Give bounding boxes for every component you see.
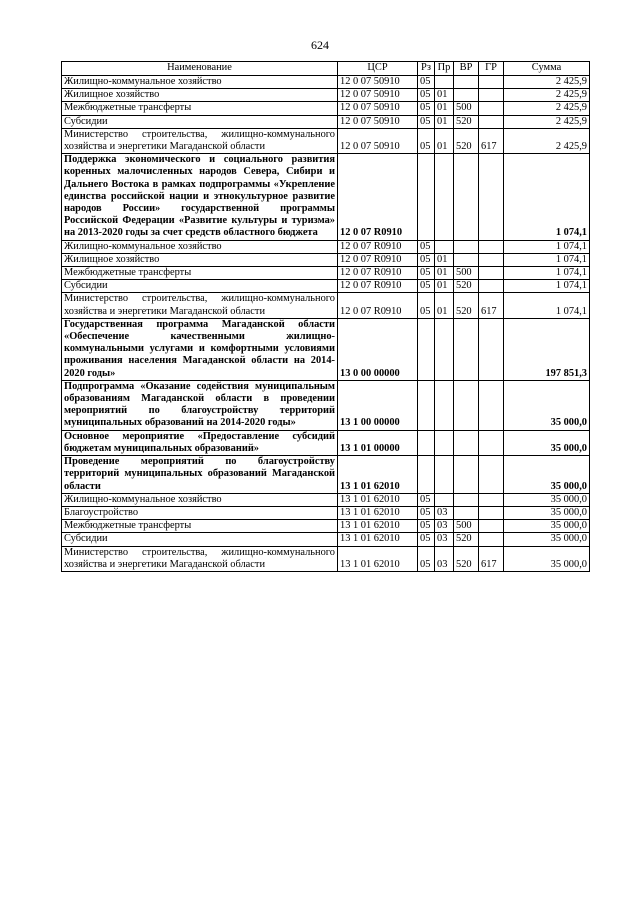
row-sum-cell: 2 425,9 [504,102,590,115]
row-rz-cell [418,380,435,430]
row-rz-cell: 05 [418,293,435,318]
row-sum-cell: 1 074,1 [504,267,590,280]
row-pr-cell: 01 [435,89,454,102]
row-rz-cell [418,430,435,455]
row-pr-cell: 03 [435,546,454,571]
row-sum-cell: 35 000,0 [504,380,590,430]
row-pr-cell: 01 [435,293,454,318]
row-csr-cell: 12 0 07 R0910 [338,280,418,293]
row-name-cell: Межбюджетные трансферты [62,520,338,533]
row-vr-cell: 520 [454,128,479,153]
table-row [62,318,590,380]
row-pr-cell: 01 [435,253,454,266]
row-vr-cell: 520 [454,293,479,318]
row-name-cell: Субсидии [62,280,338,293]
row-name-cell: Жилищное хозяйство [62,89,338,102]
row-rz-cell [418,318,435,380]
row-rz-cell: 05 [418,76,435,89]
row-sum-cell: 1 074,1 [504,253,590,266]
row-rz-cell: 05 [418,280,435,293]
row-rz-cell: 05 [418,267,435,280]
row-rz-cell [418,456,435,494]
column-header-sum: Сумма [504,62,590,76]
row-vr-cell [454,380,479,430]
column-header-vr: ВР [454,62,479,76]
row-csr-cell: 13 1 01 00000 [338,430,418,455]
row-pr-cell: 03 [435,520,454,533]
row-name-cell: Жилищно-коммунальное хозяйство [62,76,338,89]
table-row [62,115,590,128]
column-header-rz: Рз [418,62,435,76]
row-csr-cell: 13 1 01 62010 [338,520,418,533]
table-row [62,89,590,102]
row-sum-cell: 2 425,9 [504,128,590,153]
row-pr-cell: 03 [435,533,454,546]
row-rz-cell: 05 [418,128,435,153]
row-vr-cell: 520 [454,546,479,571]
row-csr-cell: 13 1 01 62010 [338,493,418,506]
row-sum-cell: 35 000,0 [504,456,590,494]
row-rz-cell: 05 [418,89,435,102]
row-sum-cell: 35 000,0 [504,520,590,533]
row-pr-cell [435,430,454,455]
row-pr-cell [435,380,454,430]
table-row [62,240,590,253]
row-rz-cell: 05 [418,533,435,546]
row-name-cell: Министерство строительства, жилищно-коммунального хозяйства и энергетики Магаданской области [62,546,338,571]
row-gr-cell: 617 [479,546,504,571]
table-row [62,154,590,240]
row-sum-cell: 2 425,9 [504,115,590,128]
row-gr-cell [479,76,504,89]
row-pr-cell [435,240,454,253]
row-pr-cell [435,493,454,506]
table-row [62,456,590,494]
table-row [62,430,590,455]
row-name-cell: Подпрограмма «Оказание содействия муниципальным образованиям Магаданской области в проведении мероприятий по благоустройству территорий муниципальных образований на 2014-2020 годы» [62,380,338,430]
row-vr-cell [454,240,479,253]
table-row [62,293,590,318]
row-vr-cell [454,456,479,494]
row-pr-cell [435,154,454,240]
row-gr-cell: 617 [479,293,504,318]
row-name-cell: Субсидии [62,533,338,546]
row-sum-cell: 35 000,0 [504,506,590,519]
row-sum-cell: 1 074,1 [504,240,590,253]
row-rz-cell [418,154,435,240]
row-gr-cell: 617 [479,128,504,153]
row-name-cell: Основное мероприятие «Предоставление субсидий бюджетам муниципальных образований» [62,430,338,455]
table-row [62,267,590,280]
row-rz-cell: 05 [418,115,435,128]
row-csr-cell: 13 1 00 00000 [338,380,418,430]
row-pr-cell: 01 [435,102,454,115]
row-pr-cell: 01 [435,128,454,153]
page-number: 624 [311,38,329,52]
row-csr-cell: 12 0 07 R0910 [338,253,418,266]
row-vr-cell: 500 [454,102,479,115]
row-csr-cell: 12 0 07 50910 [338,102,418,115]
row-gr-cell [479,506,504,519]
row-sum-cell: 35 000,0 [504,493,590,506]
row-sum-cell: 197 851,3 [504,318,590,380]
row-name-cell: Жилищно-коммунальное хозяйство [62,240,338,253]
row-gr-cell [479,102,504,115]
row-csr-cell: 13 0 00 00000 [338,318,418,380]
table-row [62,76,590,89]
row-sum-cell: 2 425,9 [504,76,590,89]
row-vr-cell [454,76,479,89]
row-gr-cell [479,115,504,128]
column-header-csr: ЦСР [338,62,418,76]
table-row [62,380,590,430]
row-gr-cell [479,280,504,293]
row-name-cell: Министерство строительства, жилищно-коммунального хозяйства и энергетики Магаданской области [62,128,338,153]
row-csr-cell: 13 1 01 62010 [338,456,418,494]
row-gr-cell [479,380,504,430]
row-csr-cell: 12 0 07 50910 [338,128,418,153]
row-vr-cell: 500 [454,520,479,533]
row-csr-cell: 12 0 07 R0910 [338,267,418,280]
row-pr-cell [435,76,454,89]
row-gr-cell [479,154,504,240]
table-row [62,102,590,115]
row-pr-cell: 03 [435,506,454,519]
row-sum-cell: 35 000,0 [504,430,590,455]
row-gr-cell [479,533,504,546]
row-gr-cell [479,89,504,102]
row-rz-cell: 05 [418,253,435,266]
row-sum-cell: 1 074,1 [504,280,590,293]
row-vr-cell [454,493,479,506]
row-csr-cell: 13 1 01 62010 [338,506,418,519]
row-pr-cell: 01 [435,267,454,280]
row-csr-cell: 13 1 01 62010 [338,533,418,546]
row-csr-cell: 12 0 07 R0910 [338,240,418,253]
row-csr-cell: 12 0 07 50910 [338,115,418,128]
row-rz-cell: 05 [418,520,435,533]
row-vr-cell [454,506,479,519]
row-gr-cell [479,240,504,253]
row-name-cell: Поддержка экономического и социального развития коренных малочисленных народов Севера, Сибири и Дальнего Востока в рамках подпрограммы «Укрепление единства российской нации и этнокультурное развитие народов России» государственной программы Российской Федерации «Развитие культуры и туризма» на 2013-2020 годы за счет средств областного бюджета [62,154,338,240]
row-name-cell: Государственная программа Магаданской области «Обеспечение качественными жилищно-коммунальными услугами и комфортными условиями проживания населения Магаданской области на 2014-2020 годы» [62,318,338,380]
row-sum-cell: 35 000,0 [504,546,590,571]
row-name-cell: Проведение мероприятий по благоустройству территорий муниципальных образований Магаданской области [62,456,338,494]
row-gr-cell [479,267,504,280]
column-header-pr: Пр [435,62,454,76]
column-header-gr: ГР [479,62,504,76]
row-vr-cell: 500 [454,267,479,280]
row-rz-cell: 05 [418,102,435,115]
row-gr-cell [479,253,504,266]
row-sum-cell: 1 074,1 [504,293,590,318]
table-row [62,493,590,506]
row-rz-cell: 05 [418,506,435,519]
row-vr-cell [454,89,479,102]
table-row [62,506,590,519]
row-name-cell: Жилищно-коммунальное хозяйство [62,493,338,506]
table-row [62,520,590,533]
row-sum-cell: 35 000,0 [504,533,590,546]
row-name-cell: Благоустройство [62,506,338,519]
row-csr-cell: 12 0 07 50910 [338,76,418,89]
row-pr-cell: 01 [435,115,454,128]
row-csr-cell: 12 0 07 R0910 [338,154,418,240]
row-csr-cell: 12 0 07 50910 [338,89,418,102]
table-row [62,533,590,546]
row-vr-cell [454,154,479,240]
row-name-cell: Министерство строительства, жилищно-коммунального хозяйства и энергетики Магаданской области [62,293,338,318]
row-vr-cell: 520 [454,115,479,128]
budget-table [61,61,590,572]
row-name-cell: Жилищное хозяйство [62,253,338,266]
row-pr-cell [435,318,454,380]
row-pr-cell: 01 [435,280,454,293]
row-vr-cell: 520 [454,280,479,293]
column-header-name: Наименование [62,62,338,76]
table-row [62,546,590,571]
row-name-cell: Межбюджетные трансферты [62,267,338,280]
row-gr-cell [479,318,504,380]
row-rz-cell: 05 [418,546,435,571]
row-vr-cell [454,430,479,455]
row-sum-cell: 1 074,1 [504,154,590,240]
row-pr-cell [435,456,454,494]
table-row [62,128,590,153]
row-sum-cell: 2 425,9 [504,89,590,102]
row-vr-cell [454,253,479,266]
row-gr-cell [479,520,504,533]
row-csr-cell: 13 1 01 62010 [338,546,418,571]
table-row [62,253,590,266]
row-name-cell: Межбюджетные трансферты [62,102,338,115]
row-vr-cell [454,318,479,380]
row-name-cell: Субсидии [62,115,338,128]
row-rz-cell: 05 [418,240,435,253]
row-rz-cell: 05 [418,493,435,506]
row-gr-cell [479,430,504,455]
row-csr-cell: 12 0 07 R0910 [338,293,418,318]
row-gr-cell [479,493,504,506]
table-header-row [62,62,590,76]
row-gr-cell [479,456,504,494]
table-row [62,280,590,293]
row-vr-cell: 520 [454,533,479,546]
